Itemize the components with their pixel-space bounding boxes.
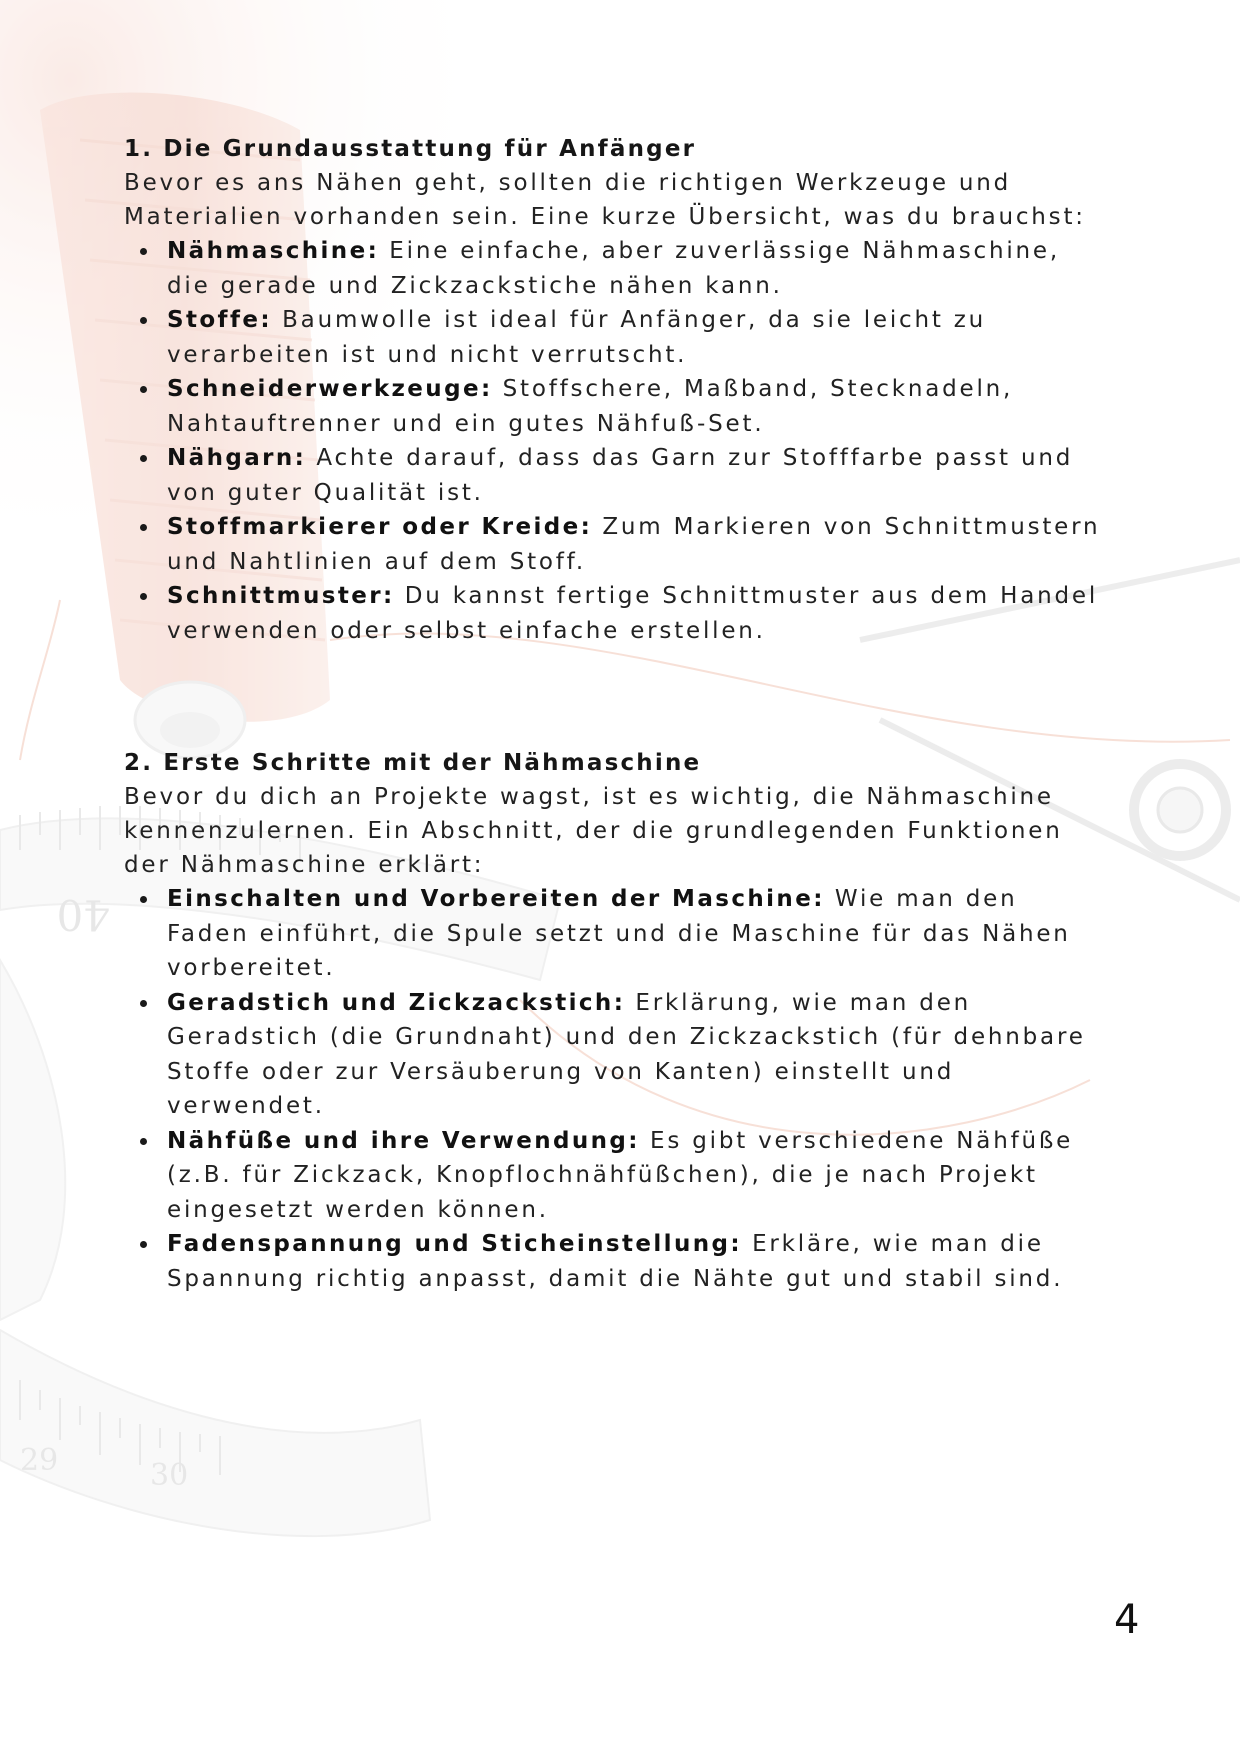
- list-item: [167, 1124, 1104, 1228]
- list-item-text: Eine einfache, aber zuverlässige Nähmaschine, die gerade und Zickzackstiche nähen kann.: [167, 238, 1060, 299]
- bullet-list: [124, 234, 1104, 648]
- list-item-term: Nähmaschine:: [167, 238, 380, 264]
- section-heading: 1. Die Grundausstattung für Anfänger: [124, 136, 697, 162]
- page-content: [124, 132, 1104, 1296]
- list-item-text: Zum Markieren von Schnittmustern und Nahtlinien auf dem Stoff.: [167, 514, 1101, 575]
- list-item-text: Du kannst fertige Schnittmuster aus dem Handel verwenden oder selbst einfache erstellen.: [167, 583, 1099, 644]
- list-item: [167, 234, 1104, 303]
- list-item-term: Geradstich und Zickzackstich:: [167, 989, 626, 1016]
- tape-number-30: 30: [150, 1458, 189, 1493]
- tape-number-29: 29: [20, 1443, 59, 1478]
- section-heading: 2. Erste Schritte mit der Nähmaschine: [124, 750, 702, 776]
- bullet-list: [124, 882, 1104, 1296]
- list-item-text: Es gibt verschiedene Nähfüße (z.B. für Zickzack, Knopflochnähfüßchen), die je nach Projekt eingesetzt werden können.: [167, 1127, 1074, 1223]
- section-erste-schritte: [124, 746, 1104, 1296]
- section-intro: Bevor du dich an Projekte wagst, ist es wichtig, die Nähmaschine kennenzulernen. Ein Abschnitt, der die grundlegenden Funktionen der Nähmaschine erklärt:: [124, 784, 1063, 878]
- list-item-text: Erklärung, wie man den Geradstich (die Grundnaht) und den Zickzackstich (für dehnbare Stoffe oder zur Versäuberung von Kanten) einstellt und verwendet.: [167, 989, 1086, 1119]
- list-item: [167, 1227, 1104, 1296]
- list-item: [167, 986, 1104, 1124]
- page-number: 4: [1114, 1597, 1140, 1643]
- list-item-term: Einschalten und Vorbereiten der Maschine:: [167, 886, 825, 912]
- list-item-term: Stoffe:: [167, 307, 272, 333]
- list-item: [167, 882, 1104, 986]
- list-item-term: Schneiderwerkzeuge:: [167, 376, 493, 402]
- list-item: [167, 510, 1104, 579]
- list-item: [167, 303, 1104, 372]
- list-item-term: Stoffmarkierer oder Kreide:: [167, 514, 593, 540]
- list-item-text: Stoffschere, Maßband, Stecknadeln, Nahtauftrenner und ein gutes Nähfuß-Set.: [167, 376, 1014, 437]
- list-item-term: Nähgarn:: [167, 445, 307, 471]
- list-item: [167, 441, 1104, 510]
- tape-number-40: 40: [56, 890, 110, 939]
- list-item-term: Schnittmuster:: [167, 583, 395, 609]
- section-grundausstattung: [124, 132, 1104, 648]
- list-item-text: Wie man den Faden einführt, die Spule setzt und die Maschine für das Nähen vorbereitet.: [167, 886, 1071, 981]
- list-item-term: Fadenspannung und Sticheinstellung:: [167, 1231, 742, 1257]
- section-intro: Bevor es ans Nähen geht, sollten die richtigen Werkzeuge und Materialien vorhanden sein. Eine kurze Übersicht, was du brauchst:: [124, 170, 1086, 230]
- list-item-term: Nähfüße und ihre Verwendung:: [167, 1127, 640, 1154]
- list-item: [167, 372, 1104, 441]
- list-item-text: Erkläre, wie man die Spannung richtig anpasst, damit die Nähte gut und stabil sind.: [167, 1231, 1064, 1292]
- list-item-text: Achte darauf, dass das Garn zur Stofffarbe passt und von guter Qualität ist.: [167, 445, 1074, 506]
- list-item-text: Baumwolle ist ideal für Anfänger, da sie leicht zu verarbeiten ist und nicht verrutscht.: [167, 307, 987, 368]
- list-item: [167, 579, 1104, 648]
